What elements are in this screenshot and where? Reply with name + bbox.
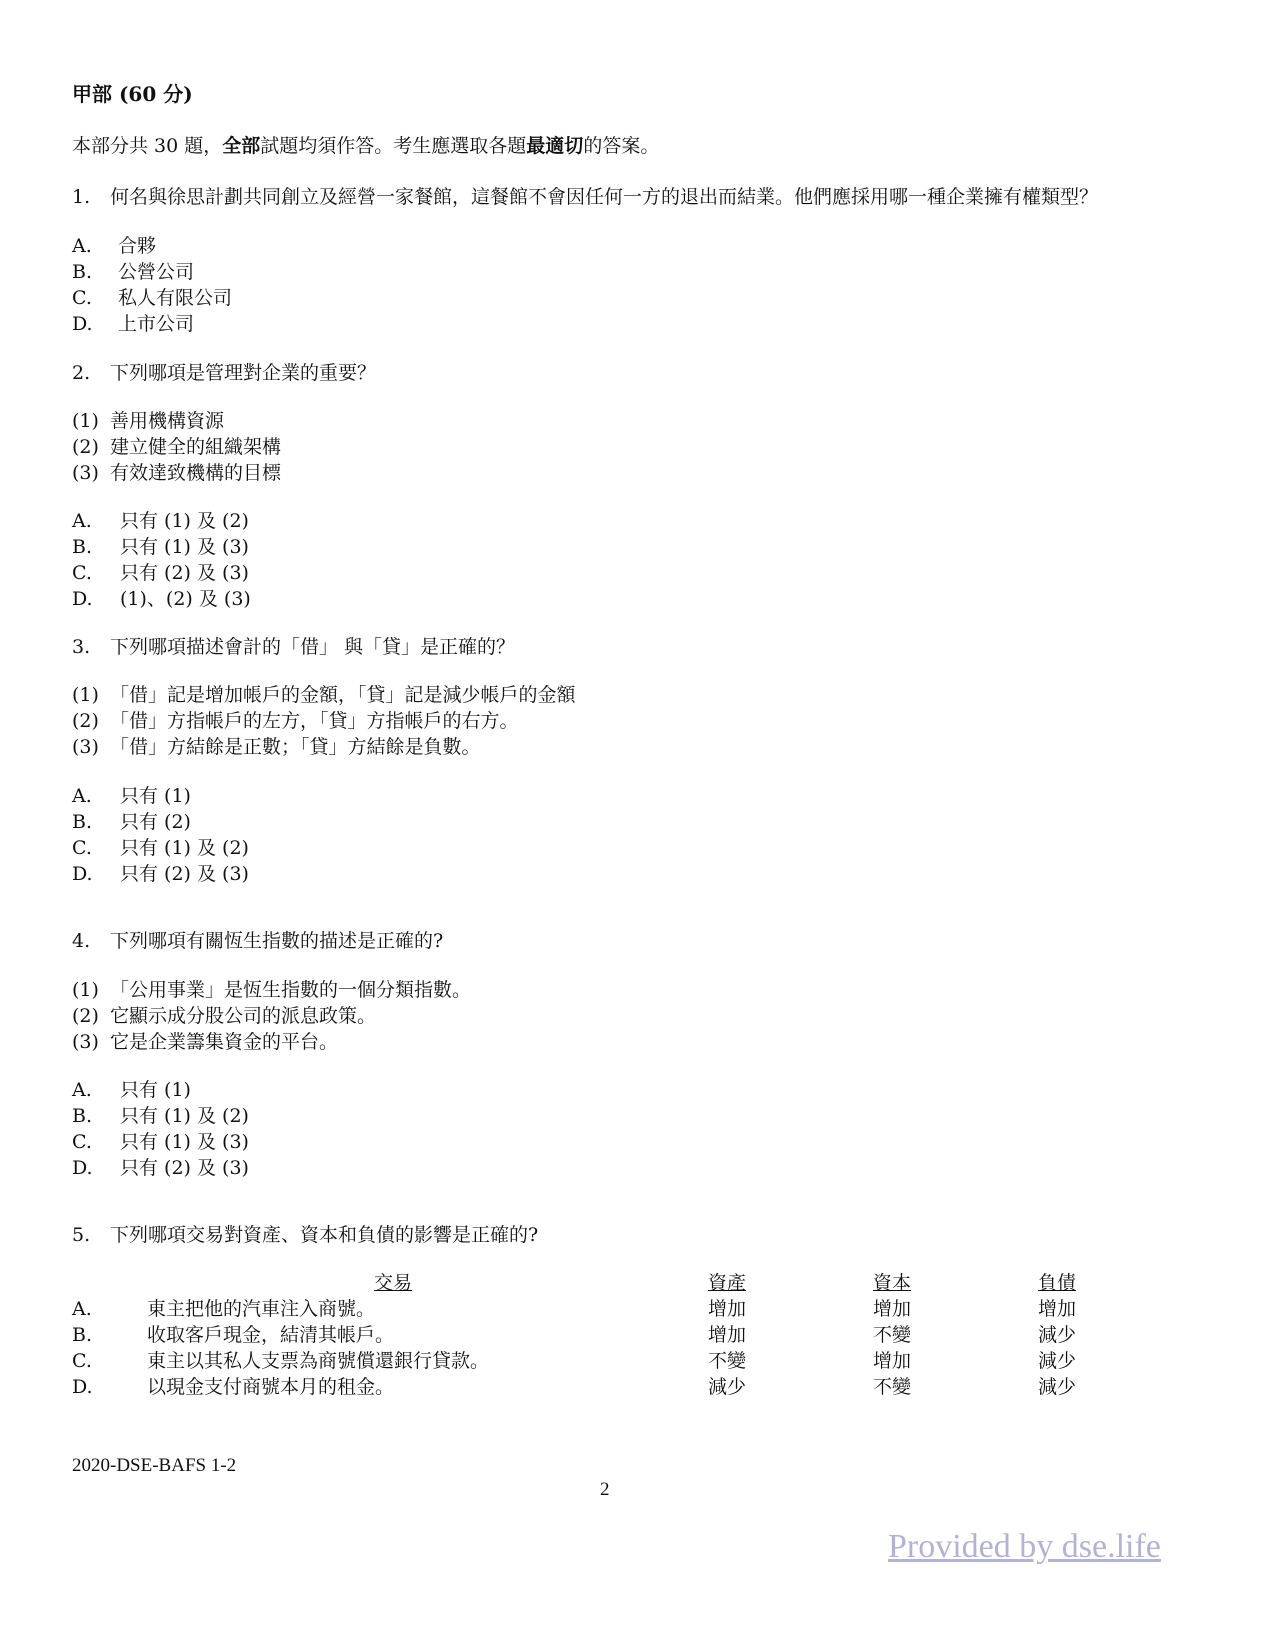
paper-code: 2020-DSE-BAFS 1-2 xyxy=(72,1455,237,1476)
question-text: 何名與徐思計劃共同創立及經營一家餐館，這餐館不會因任何一方的退出而結業。他們應採用哪一種企業擁有權類型？ xyxy=(110,186,1099,208)
option-a: A. 只有 (1) xyxy=(72,1079,191,1101)
option-b: B. 只有 (2) xyxy=(72,811,191,833)
statement-2: (2) 它顯示成分股公司的派息政策。 xyxy=(72,1005,377,1027)
option-d: D. (1)、(2) 及 (3) xyxy=(72,588,251,610)
header-capital: 資本 xyxy=(873,1272,912,1294)
option-b: B. 只有 (1) 及 (2) xyxy=(72,1105,249,1127)
page-number: 2 xyxy=(600,1479,610,1500)
option-c: C. 只有 (2) 及 (3) xyxy=(72,562,249,584)
instructions-part-1: 本部分共 30 題， xyxy=(72,135,223,157)
question-text: 下列哪項是管理對企業的重要？ xyxy=(110,362,377,384)
header-assets: 資產 xyxy=(708,1272,747,1294)
header-transaction: 交易 xyxy=(374,1272,413,1294)
option-a: A. 只有 (1) xyxy=(72,785,191,807)
statement-1: (1) 善用機構資源 xyxy=(72,410,225,432)
statement-2: (2) 「借」方指帳戶的左方，「貸」方指帳戶的右方。 xyxy=(72,710,519,732)
option-d: D. 只有 (2) 及 (3) xyxy=(72,1157,249,1179)
statement-3: (3) 它是企業籌集資金的平台。 xyxy=(72,1031,339,1053)
option-b: B. 只有 (1) 及 (3) xyxy=(72,536,249,558)
option-c: C. 私人有限公司 xyxy=(72,287,233,309)
option-d: D. 上市公司 xyxy=(72,313,195,335)
question-number: 2. xyxy=(72,362,91,384)
option-a: A. 只有 (1) 及 (2) xyxy=(72,510,249,532)
instructions-bold-all: 全部 xyxy=(222,135,261,157)
watermark-link[interactable]: Provided by dse.life xyxy=(888,1528,1161,1565)
instructions-part-3: 的答案。 xyxy=(583,135,660,157)
statement-3: (3) 有效達致機構的目標 xyxy=(72,462,282,484)
question-number: 4. xyxy=(72,930,91,952)
question-number: 3. xyxy=(72,636,91,658)
question-text: 下列哪項有關恆生指數的描述是正確的? xyxy=(110,930,444,952)
question-number: 5. xyxy=(72,1224,91,1246)
question-text: 下列哪項描述會計的「借」 與「貸」是正確的？ xyxy=(110,636,516,658)
option-d: D. 只有 (2) 及 (3) xyxy=(72,863,249,885)
statement-3: (3) 「借」方結餘是正數；「貸」方結餘是負數。 xyxy=(72,736,481,758)
question-number: 1. xyxy=(72,186,91,208)
option-c: C. 只有 (1) 及 (2) xyxy=(72,837,249,859)
statement-1: (1) 「公用事業」是恆生指數的一個分類指數。 xyxy=(72,979,472,1001)
statement-2: (2) 建立健全的組織架構 xyxy=(72,436,282,458)
option-c: C. 只有 (1) 及 (3) xyxy=(72,1131,249,1153)
instructions xyxy=(72,133,659,160)
option-a: A. 合夥 xyxy=(72,235,157,257)
section-title: 甲部 (60 分) xyxy=(72,82,193,106)
instructions-bold-best: 最適切 xyxy=(526,135,584,157)
statement-1: (1) 「借」記是增加帳戶的金額，「貸」記是減少帳戶的金額 xyxy=(72,684,576,706)
question-text: 下列哪項交易對資產、資本和負債的影響是正確的? xyxy=(110,1224,539,1246)
header-liabilities: 負債 xyxy=(1038,1272,1077,1294)
option-b: B. 公營公司 xyxy=(72,261,195,283)
instructions-part-2: 試題均須作答。考生應選取各題 xyxy=(260,135,527,157)
